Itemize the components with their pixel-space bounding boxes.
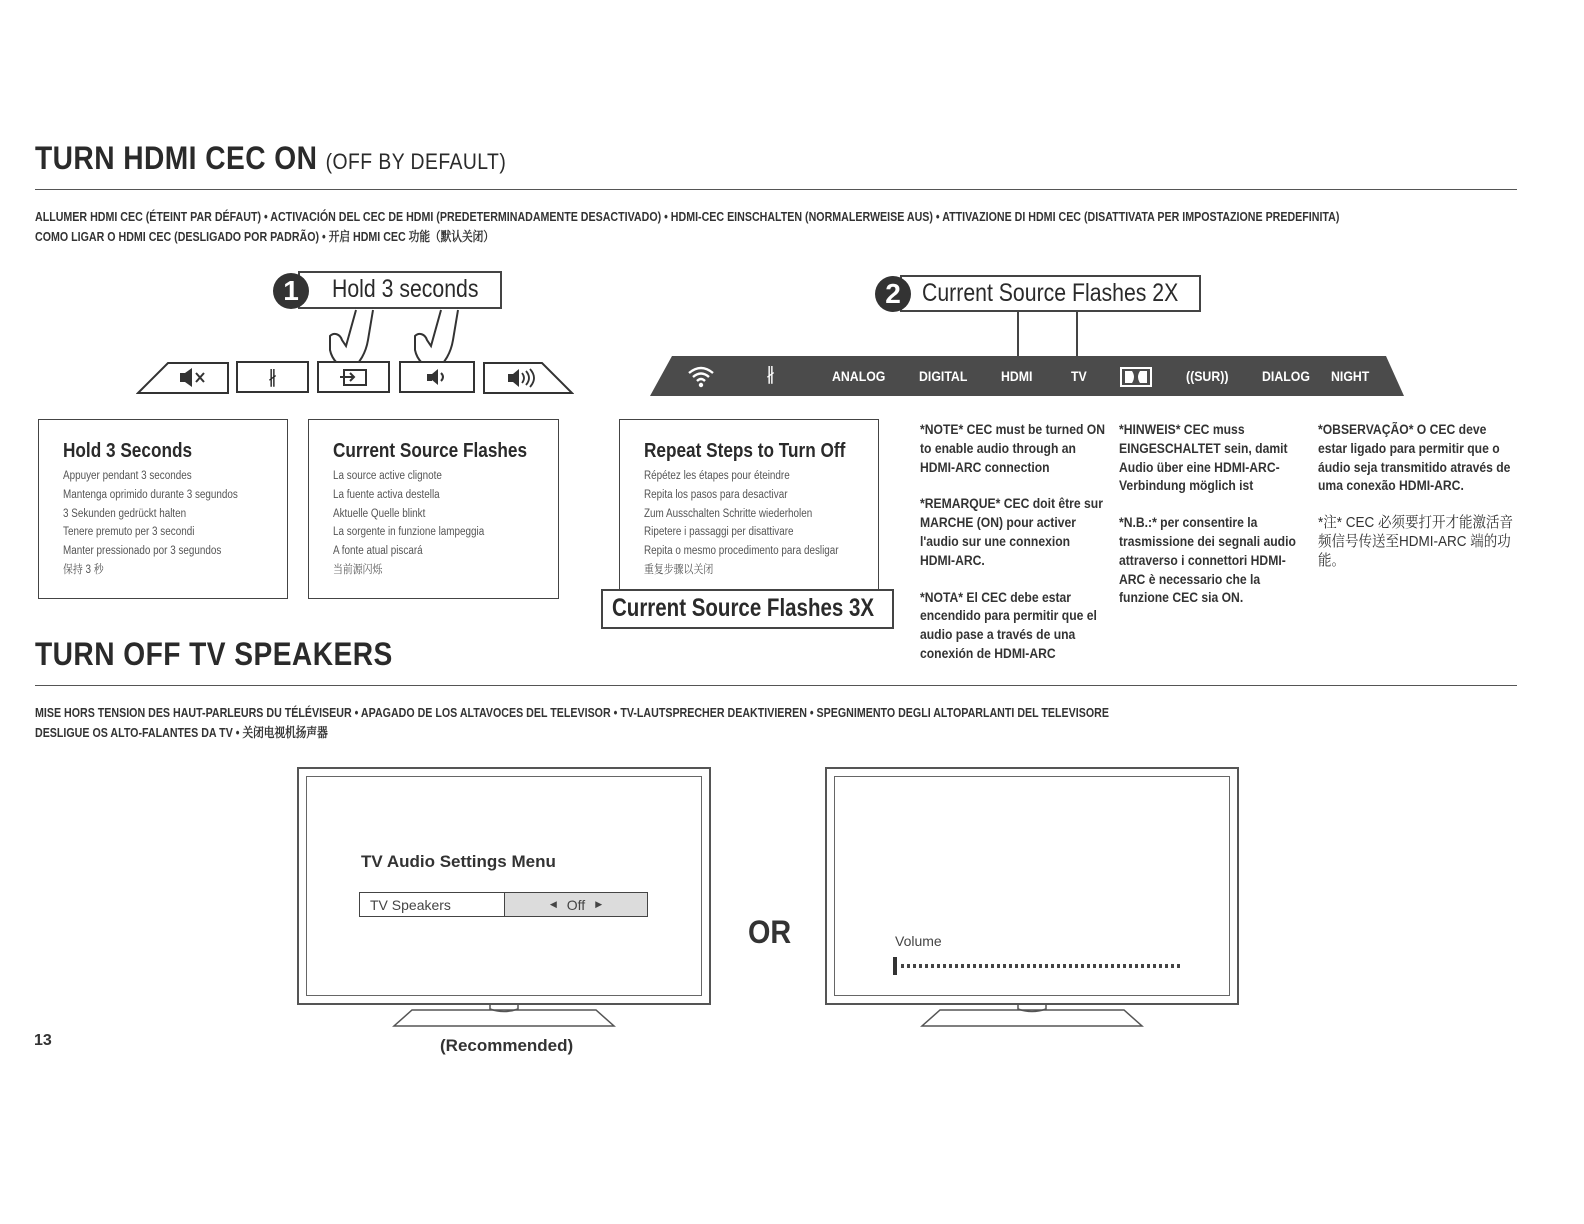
hold-seconds-box xyxy=(38,419,288,599)
volume-down-button[interactable] xyxy=(399,361,475,393)
source-flashes-box xyxy=(308,419,559,599)
hold-box-line: Manter pressionado por 3 segundos xyxy=(63,545,222,558)
flash-box-line: 当前源闪烁 xyxy=(333,563,383,576)
hold-box-line: Tenere premuto per 3 secondi xyxy=(63,526,195,539)
step3-callout xyxy=(601,589,894,629)
tv-stand xyxy=(392,1004,616,1028)
repeat-box-line: Repita los pasos para desactivar xyxy=(644,488,788,501)
hold-box-line: 3 Sekunden gedrückt halten xyxy=(63,507,187,520)
bluetooth-icon: ∦ xyxy=(268,366,277,387)
volume-label: Volume xyxy=(895,933,942,949)
repeat-steps-box xyxy=(619,419,879,591)
status-hdmi: HDMI xyxy=(1001,368,1033,384)
title-suffix: (OFF BY DEFAULT) xyxy=(325,149,507,174)
arrow-left-icon[interactable]: ◀ xyxy=(549,899,557,909)
step3-label: Current Source Flashes 3X xyxy=(612,594,875,622)
repeat-box-line: 重复步骤以关闭 xyxy=(644,563,714,576)
flash-box-title: Current Source Flashes xyxy=(333,440,528,462)
section-title-tv-speakers: TURN OFF TV SPEAKERS xyxy=(35,636,393,672)
flash-box-line: La fuente activa destella xyxy=(333,488,440,501)
status-tv: TV xyxy=(1071,368,1087,384)
repeat-box-line: Ripetere i passaggi per disattivare xyxy=(644,526,794,539)
status-night: NIGHT xyxy=(1331,368,1370,384)
translations-line-2: COMO LIGAR O HDMI CEC (DESLIGADO POR PADRÃO) • 开启 HDMI CEC 功能（默认关闭） xyxy=(35,229,494,244)
note-fr: *REMARQUE* CEC doit être sur MARCHE (ON) pour activer l'audio sur une connexion HDMI-ARC. xyxy=(920,496,1103,568)
flash-box-line: Aktuelle Quelle blinkt xyxy=(333,507,426,520)
notes-column-1 xyxy=(920,421,1107,682)
volume-thumb xyxy=(893,957,897,975)
volume-down-icon xyxy=(425,367,449,387)
repeat-box-line: Répétez les étapes pour éteindre xyxy=(644,470,790,482)
hold-box-line: 保持 3 秒 xyxy=(63,563,104,576)
divider xyxy=(35,685,1517,686)
status-digital: DIGITAL xyxy=(919,368,968,384)
page-number: 13 xyxy=(34,1032,52,1049)
divider xyxy=(35,189,1517,190)
tv-speakers-label: TV Speakers xyxy=(360,893,505,916)
note-zh: *注* CEC 必须要打开才能激活音频信号传送至HDMI-ARC 端的功能。 xyxy=(1318,514,1514,569)
dolby-icon xyxy=(1120,367,1152,387)
step2-label: Current Source Flashes 2X xyxy=(922,279,1179,307)
speakers-translations-line-2: DESLIGUE OS ALTO-FALANTES DA TV • 关闭电视机扬声器 xyxy=(35,725,328,740)
volume-slider[interactable] xyxy=(893,955,1185,977)
wifi-icon xyxy=(686,364,716,388)
tv-speakers-selector[interactable] xyxy=(505,893,647,916)
note-pt: *OBSERVAÇÃO* O CEC deve estar ligado para permitir que o áudio seja transmitido através de uma conexão HDMI-ARC. xyxy=(1318,422,1511,494)
hold-box-title: Hold 3 Seconds xyxy=(63,440,193,462)
repeat-box-line: Zum Ausschalten Schritte wiederholen xyxy=(644,507,813,520)
tv-stand xyxy=(920,1004,1144,1028)
note-es: *NOTA* El CEC debe estar encendido para permitir que el audio pase a través de una conexión de HDMI-ARC xyxy=(920,589,1097,661)
arrow-right-icon[interactable]: ▶ xyxy=(595,899,603,909)
note-it: *N.B.:* per consentire la trasmissione dei segnali audio attraverso i connettori HDMI-ARC è necessario che la funzione CEC sia ON. xyxy=(1119,515,1296,606)
flash-box-line: A fonte atual piscará xyxy=(333,545,423,558)
bar-bluetooth-icon: ∦ xyxy=(766,364,775,384)
flash-box-line: La sorgente in funzione lampeggia xyxy=(333,526,485,539)
recommended-caption: (Recommended) xyxy=(440,1036,574,1055)
step1-label: Hold 3 seconds xyxy=(332,275,479,303)
speakers-translations-line-1: MISE HORS TENSION DES HAUT-PARLEURS DU TÉLÉVISEUR • APAGADO DE LOS ALTAVOCES DEL TELEVISOR • TV-LAUTSPRECHER DEAKTIVIEREN • SPEGNIMENTO DEGLI ALTOPARLANTI DEL TELEVISORE xyxy=(35,705,1109,720)
input-icon xyxy=(340,367,368,387)
step1-badge: 1 xyxy=(273,273,309,309)
notes-column-2 xyxy=(1119,421,1301,626)
tv-menu-title: TV Audio Settings Menu xyxy=(361,852,556,871)
tv-speakers-value: Off xyxy=(566,896,586,913)
tv-menu-inner xyxy=(306,776,702,996)
hold-box-line: Mantenga oprimido durante 3 segundos xyxy=(63,488,238,501)
repeat-box-title: Repeat Steps to Turn Off xyxy=(644,440,846,462)
volume-up-button[interactable] xyxy=(482,361,574,395)
or-label: OR xyxy=(748,914,792,950)
bluetooth-button[interactable] xyxy=(236,361,309,393)
note-de: *HINWEIS* CEC muss EINGESCHALTET sein, damit Audio über eine HDMI-ARC-Verbindung möglich ist xyxy=(1119,422,1288,494)
repeat-box-line: Repita o mesmo procedimento para desligar xyxy=(644,545,839,558)
flash-box-line: La source active clignote xyxy=(333,470,442,482)
input-button[interactable] xyxy=(317,361,390,393)
status-analog: ANALOG xyxy=(832,368,886,384)
section-title-hdmi-cec: TURN HDMI CEC ON (OFF BY DEFAULT) xyxy=(35,140,507,176)
translations-line-1: ALLUMER HDMI CEC (ÉTEINT PAR DÉFAUT) • ACTIVACIÓN DEL CEC DE HDMI (PREDETERMINADAMENTE DESACTIVADO) • HDMI-CEC EINSCHALTEN (NORMALERWEISE AUS) • ATTIVAZIONE DI HDMI CEC (DISATTIVATA PER IMPOSTAZIONE PREDEFINITA) xyxy=(35,209,1340,224)
step2-badge: 2 xyxy=(875,276,911,312)
step2-callout xyxy=(900,275,1201,312)
tv-speakers-setting-row[interactable] xyxy=(359,892,648,917)
hold-box-line: Appuyer pendant 3 secondes xyxy=(63,470,192,482)
step1-callout xyxy=(298,271,502,309)
notes-column-3 xyxy=(1318,421,1518,589)
callout-connectors xyxy=(1010,311,1090,359)
status-dialog: DIALOG xyxy=(1262,368,1310,384)
mute-button[interactable] xyxy=(136,361,230,395)
status-surround: ((SUR)) xyxy=(1186,368,1229,384)
note-en: *NOTE* CEC must be turned ON to enable audio through an HDMI-ARC connection xyxy=(920,422,1105,475)
